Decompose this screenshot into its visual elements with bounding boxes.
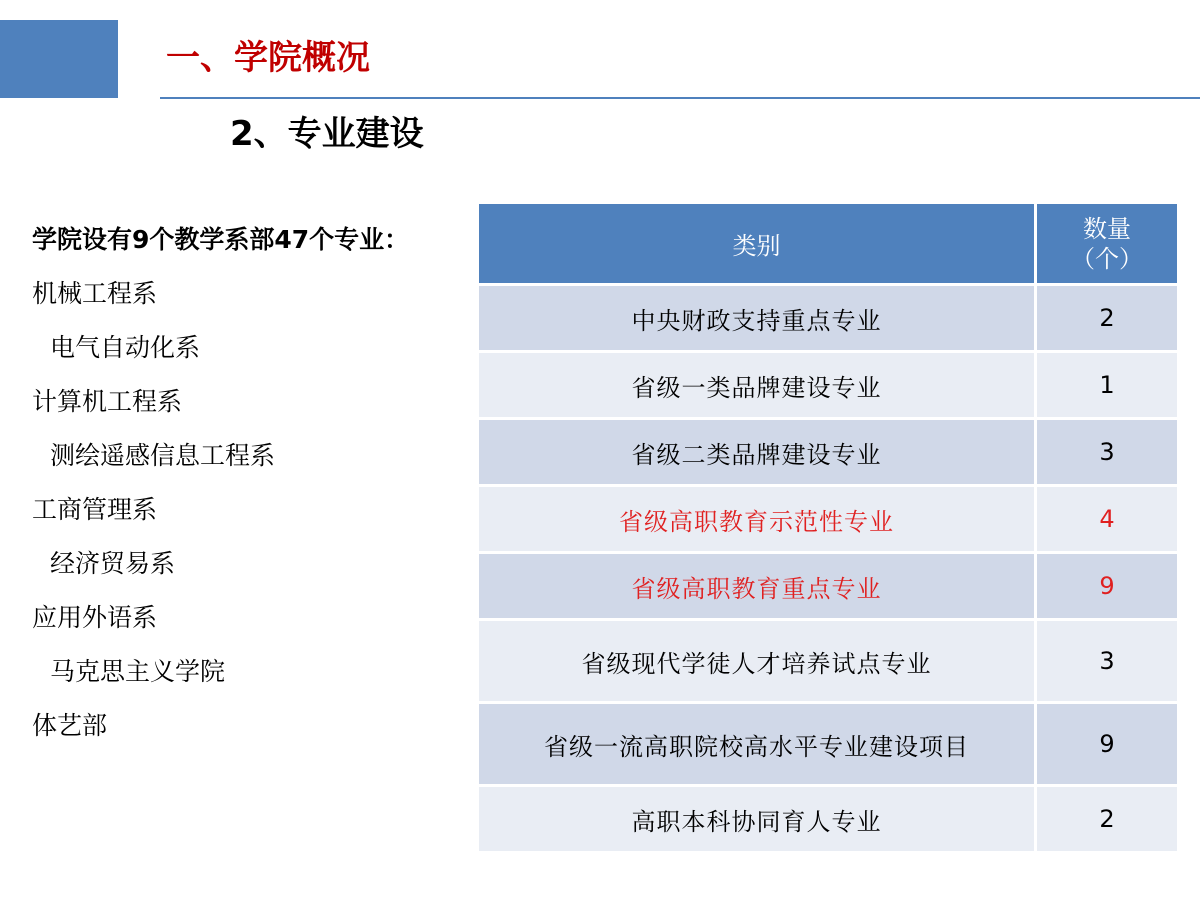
page-title: 一、学院概况 xyxy=(166,38,370,78)
department-item: 电气自动化系 xyxy=(50,333,201,362)
table-row-highlighted xyxy=(479,487,1177,551)
column-header-count xyxy=(1037,204,1177,283)
row-count: 9 xyxy=(1037,704,1177,784)
department-item: 应用外语系 xyxy=(32,603,158,632)
column-header-category: 类别 xyxy=(479,204,1034,283)
table-header-row xyxy=(479,204,1177,283)
row-count: 3 xyxy=(1037,420,1177,484)
row-category: 高职本科协同育人专业 xyxy=(479,787,1034,851)
row-count: 9 xyxy=(1037,554,1177,618)
department-list xyxy=(32,220,472,760)
department-item: 机械工程系 xyxy=(32,279,158,308)
row-category: 省级现代学徒人才培养试点专业 xyxy=(479,621,1034,701)
department-list-heading: 学院设有9个教学系部47个专业： xyxy=(32,225,410,254)
department-item: 马克思主义学院 xyxy=(50,657,226,686)
column-header-count-line2: （个） xyxy=(1071,244,1143,273)
title-divider xyxy=(160,97,1200,99)
department-item: 经济贸易系 xyxy=(50,549,176,578)
row-count: 2 xyxy=(1037,286,1177,350)
table-row xyxy=(479,787,1177,851)
table-row-highlighted xyxy=(479,554,1177,618)
department-item: 工商管理系 xyxy=(32,495,158,524)
department-item: 体艺部 xyxy=(32,711,108,740)
row-category: 省级一类品牌建设专业 xyxy=(479,353,1034,417)
department-item: 计算机工程系 xyxy=(32,387,183,416)
row-category: 中央财政支持重点专业 xyxy=(479,286,1034,350)
row-category: 省级一流高职院校高水平专业建设项目 xyxy=(479,704,1034,784)
row-count: 4 xyxy=(1037,487,1177,551)
department-item: 测绘遥感信息工程系 xyxy=(50,441,276,470)
row-count: 1 xyxy=(1037,353,1177,417)
table-row xyxy=(479,286,1177,350)
row-count: 2 xyxy=(1037,787,1177,851)
section-subtitle: 2、专业建设 xyxy=(230,114,424,154)
row-category: 省级高职教育示范性专业 xyxy=(479,487,1034,551)
specialty-table xyxy=(476,201,1180,854)
table-row xyxy=(479,621,1177,701)
corner-accent-block xyxy=(0,20,118,98)
row-category: 省级二类品牌建设专业 xyxy=(479,420,1034,484)
row-count: 3 xyxy=(1037,621,1177,701)
table-row xyxy=(479,420,1177,484)
column-header-count-line1: 数量 xyxy=(1083,214,1131,243)
table-row xyxy=(479,353,1177,417)
row-category: 省级高职教育重点专业 xyxy=(479,554,1034,618)
table-row xyxy=(479,704,1177,784)
